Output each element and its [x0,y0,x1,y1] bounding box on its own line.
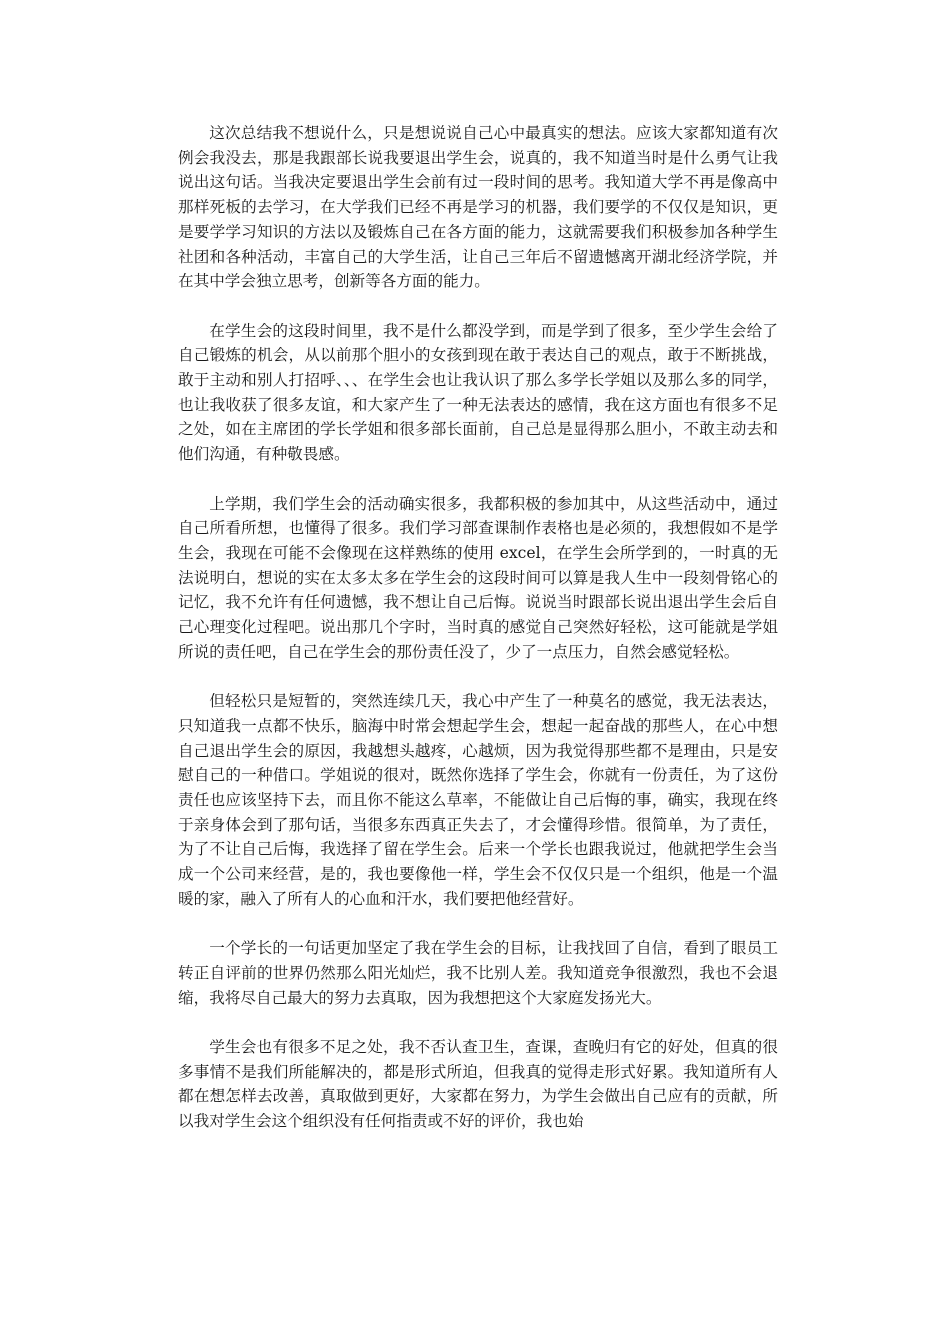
paragraph-5: 一个学长的一句话更加坚定了我在学生会的目标，让我找回了自信，看到了眼员工转正自评前的世界仍然那么阳光灿烂，我不比别人差。我知道竞争很激烈，我也不会退缩，我将尽自己最大的努力去真取，因为我想把这个大家庭发扬光大。 [178,939,778,1007]
document-body [178,121,778,1158]
paragraph-6: 学生会也有很多不足之处，我不否认查卫生，查课，查晚归有它的好处，但真的很多事情不是我们所能解决的，都是形式所迫，但我真的觉得走形式好累。我知道所有人都在想怎样去改善，真取做到更好，大家都在努力，为学生会做出自己应有的贡献，所以我对学生会这个组织没有任何指责或不好的评价，我也始 [178,1037,778,1131]
paragraph-2: 在学生会的这段时间里，我不是什么都没学到，而是学到了很多，至少学生会给了自己锻炼的机会，从以前那个胆小的女孩到现在敢于表达自己的观点，敢于不断挑战，敢于主动和别人打招呼、、、在学生会也让我认识了那么多学长学姐以及那么多的同学，也让我收获了很多友谊，和大家产生了一种无法表达的感情，我在这方面也有很多不足之处，如在主席团的学长学姐和很多部长面前，自己总是显得那么胆小，不敢主动去和他们沟通，有种敬畏感。 [178,321,778,464]
paragraph-4: 但轻松只是短暂的，突然连续几天，我心中产生了一种莫名的感觉，我无法表达，只知道我一点都不快乐，脑海中时常会想起学生会，想起一起奋战的那些人，在心中想自己退出学生会的原因，我越想头越疼，心越烦，因为我觉得那些都不是理由，只是安慰自己的一种借口。学姐说的很对，既然你选择了学生会，你就有一份责任，为了这份责任也应该坚持下去，而且你不能这么草率，不能做让自己后悔的事，确实，我现在终于亲身体会到了那句话，当很多东西真正失去了，才会懂得珍惜。很简单，为了责任，为了不让自己后悔，我选择了留在学生会。后来一个学长也跟我说过，他就把学生会当成一个公司来经营，是的，我也要像他一样，学生会不仅仅只是一个组织，他是一个温暖的家，融入了所有人的心血和汗水，我们要把他经营好。 [178,692,778,908]
paragraph-1: 这次总结我不想说什么，只是想说说自己心中最真实的想法。应该大家都知道有次例会我没去，那是我跟部长说我要退出学生会，说真的，我不知道当时是什么勇气让我说出这句话。当我决定要退出学生会前有过一段时间的思考。我知道大学不再是像高中那样死板的去学习，在大学我们已经不再是学习的机器，我们要学的不仅仅是知识，更是要学学习知识的方法以及锻炼自己在各方面的能力，这就需要我们积极参加各种学生社团和各种活动，丰富自己的大学生活，让自己三年后不留遗憾离开湖北经济学院，并在其中学会独立思考，创新等各方面的能力。 [178,124,778,291]
paragraph-3: 上学期，我们学生会的活动确实很多，我都积极的参加其中，从这些活动中，通过自己所看所想，也懂得了很多。我们学习部查课制作表格也是必须的，我想假如不是学生会，我现在可能不会像现在这样熟练的使用 excel，在学生会所学到的，一时真的无法说明白，想说的实在太多太多在学生会的这段时间可以算是我人生中一段刻骨铭心的记忆，我不允许有任何遗憾，我不想让自己后悔。说说当时跟部长说出退出学生会后自己心理变化过程吧。说出那几个字时，当时真的感觉自己突然好轻松，这可能就是学姐所说的责任吧，自己在学生会的那份责任没了，少了一点压力，自然会感觉轻松。 [178,494,778,661]
